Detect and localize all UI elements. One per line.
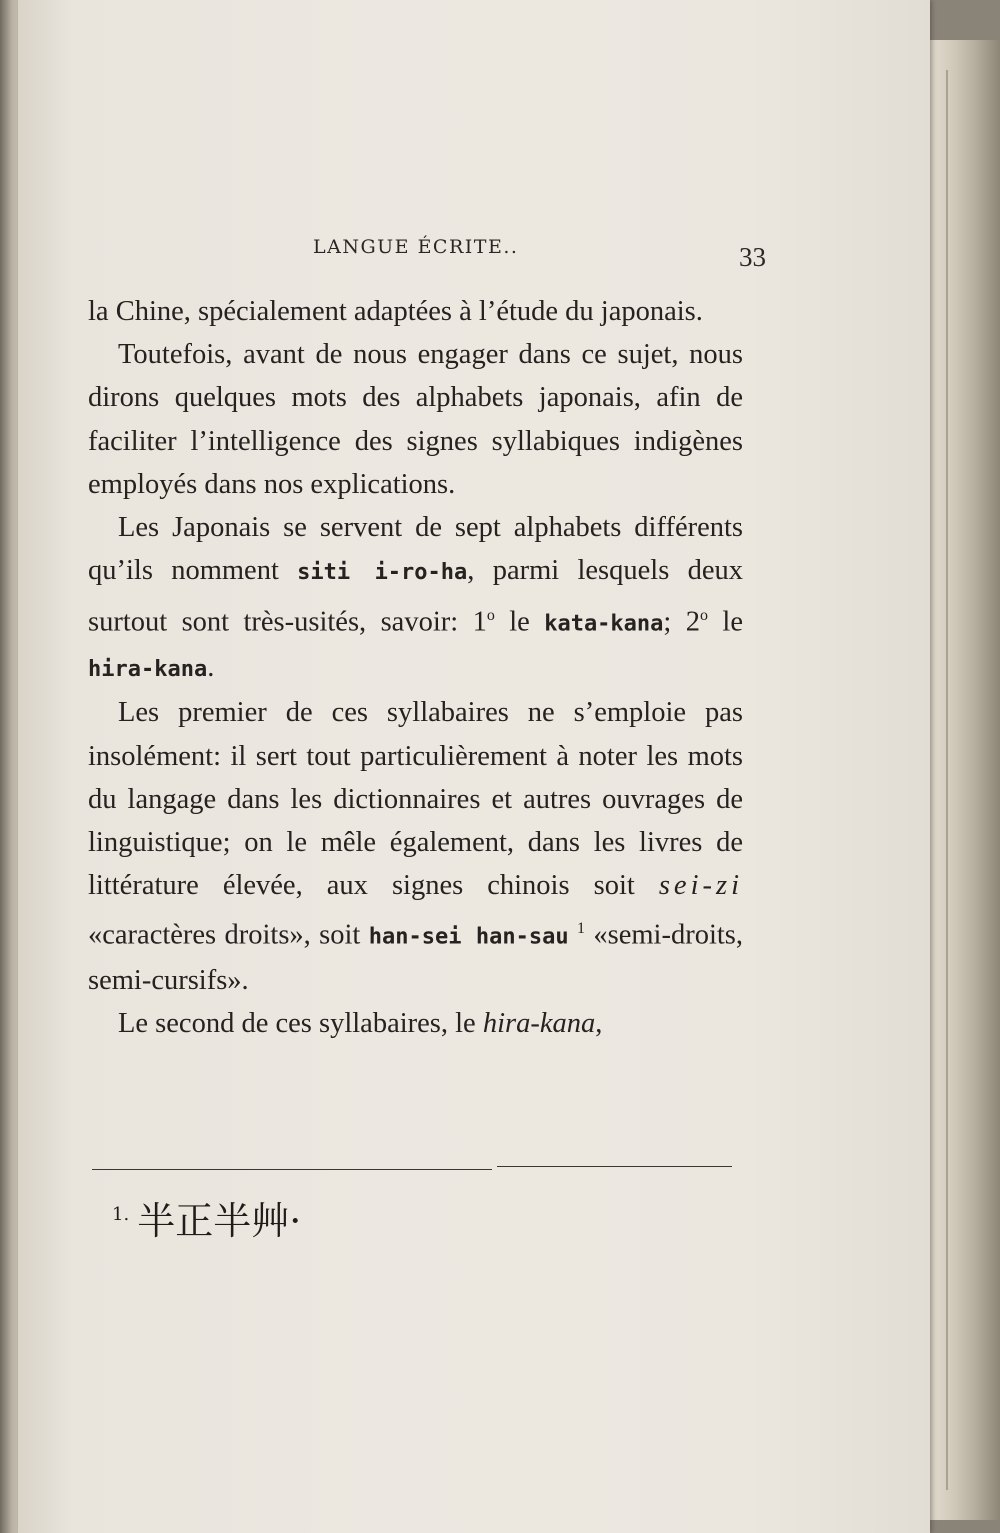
term-bold: hira-kana <box>88 657 208 683</box>
paragraph <box>88 290 743 333</box>
text-run: «semi-droits, semi-cursifs». <box>88 919 743 997</box>
term-italic-spaced: sei-zi <box>658 870 743 902</box>
text-run: le <box>708 606 743 638</box>
paragraph <box>88 1002 743 1045</box>
page-stack-edge <box>918 40 1000 1520</box>
footnote-number: 1. <box>112 1204 130 1225</box>
text-run: . <box>207 652 215 684</box>
running-head: LANGUE ÉCRITE.. <box>313 236 519 258</box>
footnote-text: 半正半艸· <box>137 1199 302 1243</box>
text-run: Les Japonais se servent de sept alphabets différents qu’ils nomment <box>88 512 743 587</box>
paragraph <box>88 333 743 506</box>
text-run: ; 2 <box>663 606 700 638</box>
text-run: 1 <box>472 606 487 638</box>
text-run: Le second de ces syllabaires, le <box>118 1008 483 1040</box>
text-run: «caractères droits», soit <box>88 919 369 951</box>
text-run: , parmi lesquels deux surtout sont très-usités, savoir: <box>88 555 743 638</box>
footnote-rule <box>92 1169 492 1170</box>
superscript: o <box>486 607 495 625</box>
term-bold: han-sei han-sau <box>368 924 569 950</box>
text-run: , <box>595 1008 603 1040</box>
term-bold: siti i-ro-ha <box>297 560 468 586</box>
body-text <box>88 290 743 1045</box>
term-italic: hira-kana <box>482 1008 596 1040</box>
text-run: le <box>494 606 545 638</box>
paragraph-text: Toutefois, avant de nous engager dans ce sujet, nous dirons quelques mots des alphabets japonais, afin de faciliter l’intelligence des signes syllabiques indigènes employés dans nos explications. <box>88 339 743 500</box>
footnote <box>112 1190 512 1245</box>
page-number: 33 <box>739 242 766 272</box>
superscript: o <box>700 607 708 625</box>
paragraph-text: la Chine, spécialement adaptées à l’étude du japonais. <box>88 296 703 327</box>
footnote-ref: 1 <box>577 920 586 938</box>
paragraph <box>88 691 743 1002</box>
footnote-rule <box>497 1166 732 1167</box>
term-bold: kata-kana <box>544 611 664 637</box>
text-run: Les premier de ces syllabaires ne s’emploie pas insolément: il sert tout particulièrement à noter les mots du langage dans les dictionnaires et autres ouvrages de linguistique; on le mêle également, dans les livres de littérature élevée, aux signes chinois soit <box>88 697 743 902</box>
paragraph <box>88 506 743 691</box>
